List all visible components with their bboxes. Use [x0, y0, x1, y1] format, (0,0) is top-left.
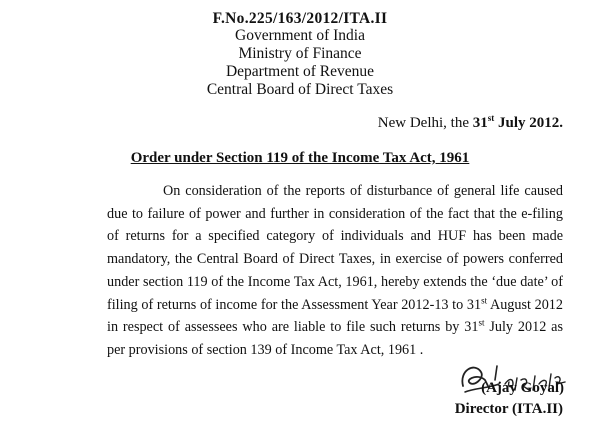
body-part-2: August 2012 in respect of assessees who are liable to file such returns by 31 — [107, 296, 563, 336]
body-part-3: July 2012 as per provisions of section 139 of Income Tax Act, 1961 . — [107, 319, 563, 358]
file-number: F.No.225/163/2012/ITA.II — [212, 10, 388, 27]
date-day: 31st July 2012. — [472, 113, 563, 131]
order-body — [107, 180, 563, 362]
order-title: Order under Section 119 of the Income Tax Act, 1961 — [130, 150, 470, 166]
date-line — [378, 115, 563, 132]
header-ministry: Ministry of Finance — [238, 45, 362, 62]
body-part-1: On consideration of the reports of disturbance of general life caused due to failure of power and further in consideration of the fact that the e-filing of returns for a specified category of individuals and HUF has been made mandatory, the Central Board of Direct Taxes, in exercise of powers conferred under section 119 of the Income Tax Act, 1961, hereby extends the ‘due date’ of filing of returns of income for the Assessment Year 2012-13 to 31 — [107, 183, 563, 313]
header-government: Government of India — [235, 27, 365, 44]
signatory-designation: Director (ITA.II) — [454, 401, 563, 417]
signatory-name: (Ajay Goyal) — [481, 380, 564, 396]
header-department: Department of Revenue — [225, 63, 375, 80]
date-prefix: New Delhi, the — [377, 115, 473, 131]
body-sup-1: st — [481, 294, 488, 305]
body-sup-2: st — [478, 317, 485, 328]
header-board: Central Board of Direct Taxes — [206, 81, 394, 98]
